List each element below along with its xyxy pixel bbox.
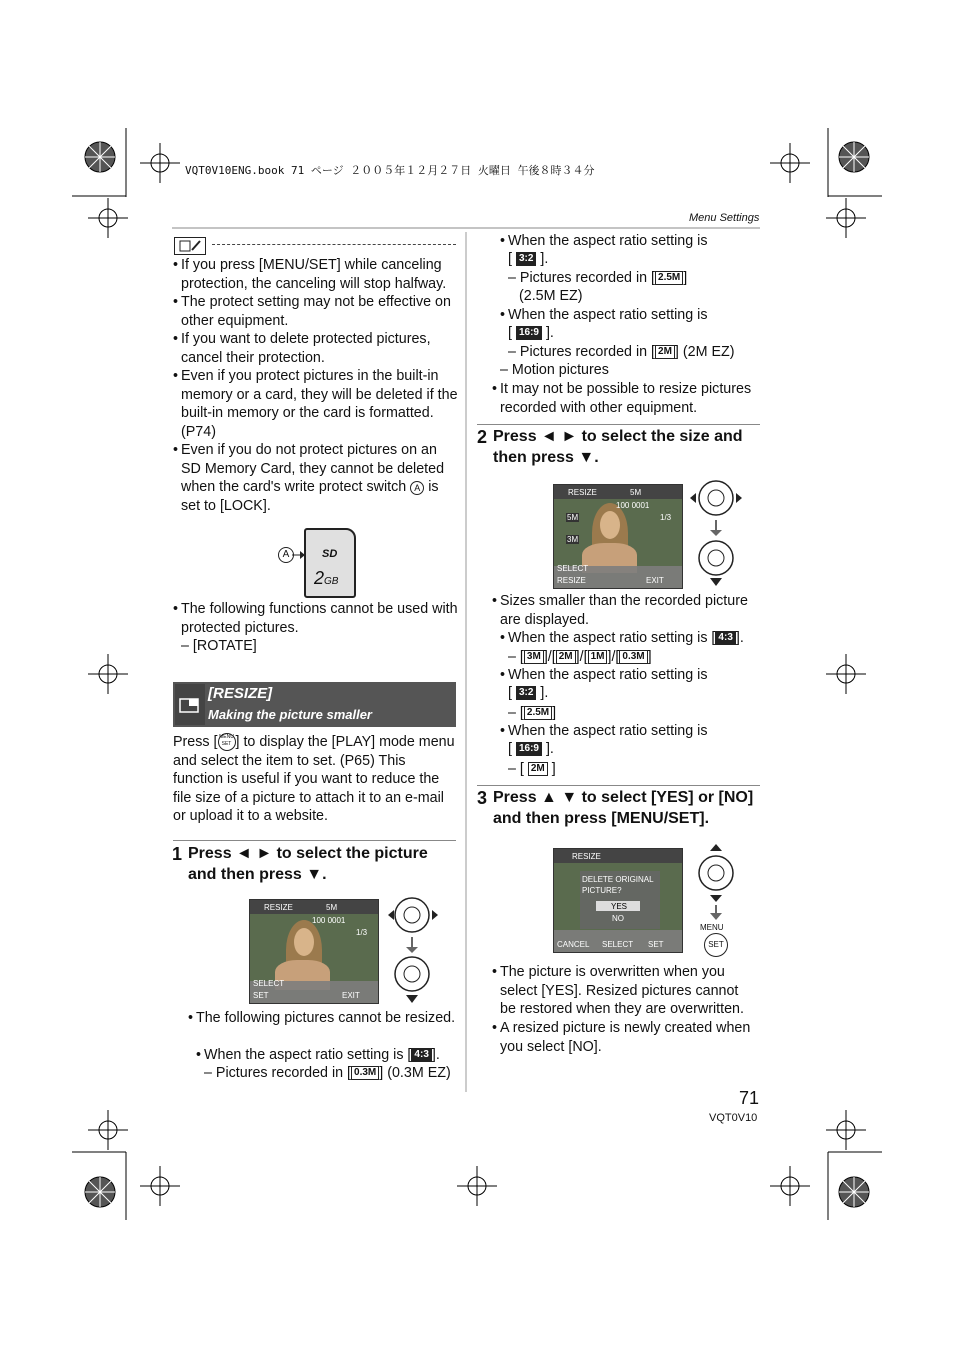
sd-marker: A (278, 547, 294, 563)
right-note-ar32: • When the aspect ratio setting is (500, 233, 708, 249)
step2-note-ar43: • When the aspect ratio setting is [ 4:3 ]. (500, 630, 744, 646)
step3-note: • The picture is overwritten when you select [YES]. Resized pictures cannot be restored when they are overwritten. (492, 964, 744, 1018)
camera-screen-3: RESIZE DELETE ORIGINAL PICTURE? YES NO CANCEL SELECT SET (553, 848, 683, 953)
note-item-sd: • Even if you do not protect pictures on an SD Memory Card, they cannot be deleted when the card's write protect switch A is set to [LOCK]. (173, 442, 445, 514)
page-number: 71 (739, 1088, 760, 1108)
divider (173, 840, 456, 841)
note-item: • If you want to delete protected pictures, cancel their protection. (173, 331, 431, 366)
right-note-2m: – Pictures recorded in [ 2M ] (2M EZ) (508, 344, 735, 360)
divider (477, 424, 760, 425)
step-2: 2 Press ◄ ► to select the size and then press ▼. (477, 427, 743, 466)
menu-set-button-icon: SET (704, 933, 728, 957)
step2-list-43: – [ 3M ]/[ 2M ]/[ 1M ]/[ 0.3M ] (508, 649, 652, 665)
marker-a: A (410, 481, 424, 495)
right-note-25m-ez: (2.5M EZ) (519, 288, 583, 304)
resize-subtitle: Making the picture smaller (208, 707, 372, 722)
resize-icon (175, 684, 205, 725)
note-item: • The following functions cannot be used with protected pictures. (173, 601, 458, 636)
right-note-ar169: • When the aspect ratio setting is (500, 307, 708, 323)
note-item: • Even if you protect pictures in the built-in memory or a card, they will be deleted if the built-in memory or the card is formatted. (P74) (173, 368, 458, 440)
note-icon (174, 237, 206, 255)
resize-header-box (173, 682, 456, 727)
step2-ar169-icon: [ 16:9 ]. (508, 741, 554, 757)
right-note-25m: – Pictures recorded in [ 2.5M ] (508, 270, 688, 286)
resize-intro: Press [ MENU SET ] to display the [PLAY] mode menu and select the item to set. (P65) This function is useful if you want to reduce the file size of a picture to attach it to an e-mail or upload it to a website. (173, 734, 455, 825)
step3-note: • A resized picture is newly created when you select [NO]. (492, 1020, 751, 1055)
camera-screen-2: RESIZE 5M 100 0001 1/3 5M 3M SELECT RESIZE EXIT (553, 484, 683, 589)
step2-list-32: – [ 2.5M ] (508, 705, 557, 721)
dpad-left-right-down-icon (688, 478, 744, 588)
step2-list-169: – [ 2M ] (508, 761, 556, 777)
ar169-icon-line: [ 16:9 ]. (508, 325, 554, 341)
camera-screen-1: RESIZE 5M 100 0001 1/3 SELECT SET EXIT (249, 899, 379, 1004)
step2-ar32-icon: [ 3:2 ]. (508, 685, 549, 701)
print-header: VQT0V10ENG.book 71 ページ ２００５年１２月２７日 火曜日 午後８時３４分 (185, 164, 595, 177)
note-item: • If you press [MENU/SET] while canceling protection, the canceling will stop halfway. (173, 257, 447, 292)
section-header: Menu Settings (689, 212, 760, 224)
menu-label: MENU (700, 923, 724, 932)
ar32-icon-line: [ 3:2 ]. (508, 251, 549, 267)
note-rotate: – [ROTATE] (181, 638, 257, 654)
step1-note-ar43: • When the aspect ratio setting is [ 4:3 ]. (196, 1047, 440, 1063)
note-item: • The protect setting may not be effective on other equipment. (173, 294, 451, 329)
right-note-other: • It may not be possible to resize pictures recorded with other equipment. (492, 381, 752, 416)
right-note-motion: – Motion pictures (500, 362, 609, 378)
step2-note-ar169: • When the aspect ratio setting is (500, 723, 708, 739)
dpad-up-down-icon (694, 843, 738, 925)
step1-note: • The following pictures cannot be resized. (188, 1010, 456, 1026)
step-3: 3 Press ▲ ▼ to select [YES] or [NO] and then press [MENU/SET]. (477, 788, 754, 827)
step2-note-ar32: • When the aspect ratio setting is (500, 667, 708, 683)
divider (477, 785, 760, 786)
resize-title: [RESIZE] (208, 685, 273, 702)
step-1: 1 Press ◄ ► to select the picture and then press ▼. (172, 844, 428, 883)
note-divider (212, 244, 456, 245)
sd-card-image: SD 2GB (304, 528, 356, 598)
dpad-left-right-down-icon (386, 895, 442, 1005)
step2-note: • Sizes smaller than the recorded picture are displayed. (492, 593, 748, 628)
doc-code: VQT0V10 (709, 1112, 758, 1124)
menu-set-button-icon: MENU SET (218, 733, 236, 751)
step1-note-03m: – Pictures recorded in [ 0.3M ] (0.3M EZ) (204, 1065, 451, 1081)
